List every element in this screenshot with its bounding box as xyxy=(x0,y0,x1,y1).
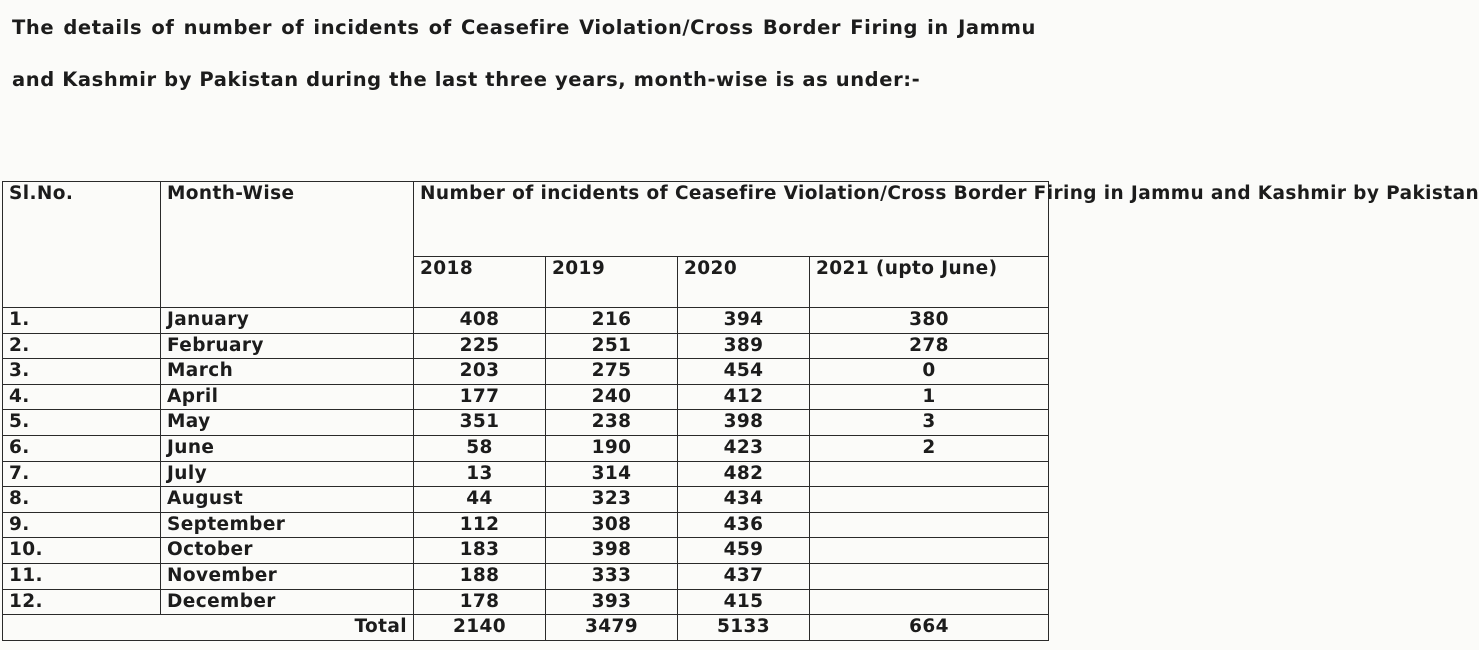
value-cell-2018: 13 xyxy=(414,461,546,487)
value-cell-2018: 58 xyxy=(414,435,546,461)
month-cell: February xyxy=(161,333,414,359)
value-cell-2018: 408 xyxy=(414,308,546,334)
intro-paragraph: The details of number of incidents of Ceasefire Violation/Cross Border Firing in Jammu and Kashmir by Pakistan during the last three years, month-wise is as under:- xyxy=(12,16,1036,91)
sl-no-cell: 1. xyxy=(3,308,161,334)
value-cell-2021 xyxy=(810,589,1049,615)
month-cell: December xyxy=(161,589,414,615)
table-row xyxy=(3,538,1049,564)
month-cell: July xyxy=(161,461,414,487)
header-month-wise: Month-Wise xyxy=(161,182,414,308)
sl-no-cell: 10. xyxy=(3,538,161,564)
table-row xyxy=(3,512,1049,538)
value-cell-2021: 1 xyxy=(810,384,1049,410)
value-cell-2019: 314 xyxy=(546,461,678,487)
value-cell-2020: 434 xyxy=(678,487,810,513)
sl-no-cell: 12. xyxy=(3,589,161,615)
sl-no-cell: 11. xyxy=(3,563,161,589)
sl-no-cell: 9. xyxy=(3,512,161,538)
value-cell-2018: 112 xyxy=(414,512,546,538)
value-cell-2019: 240 xyxy=(546,384,678,410)
total-cell-2021: 664 xyxy=(810,615,1049,641)
value-cell-2019: 216 xyxy=(546,308,678,334)
value-cell-2021 xyxy=(810,487,1049,513)
value-cell-2021: 2 xyxy=(810,435,1049,461)
value-cell-2018: 183 xyxy=(414,538,546,564)
value-cell-2021: 278 xyxy=(810,333,1049,359)
value-cell-2019: 308 xyxy=(546,512,678,538)
ceasefire-incidents-table xyxy=(2,181,1479,641)
value-cell-2018: 203 xyxy=(414,359,546,385)
value-cell-2019: 398 xyxy=(546,538,678,564)
table-row xyxy=(3,333,1049,359)
header-year-2021: 2021 (upto June) xyxy=(810,257,1049,308)
total-cell-2020: 5133 xyxy=(678,615,810,641)
value-cell-2018: 44 xyxy=(414,487,546,513)
total-row xyxy=(3,615,1049,641)
sl-no-cell: 5. xyxy=(3,410,161,436)
value-cell-2021 xyxy=(810,563,1049,589)
value-cell-2021: 380 xyxy=(810,308,1049,334)
header-year-2018: 2018 xyxy=(414,257,546,308)
value-cell-2020: 398 xyxy=(678,410,810,436)
value-cell-2020: 389 xyxy=(678,333,810,359)
value-cell-2020: 482 xyxy=(678,461,810,487)
value-cell-2021: 3 xyxy=(810,410,1049,436)
value-cell-2018: 178 xyxy=(414,589,546,615)
table-row xyxy=(3,384,1049,410)
value-cell-2021 xyxy=(810,512,1049,538)
header-incidents: Number of incidents of Ceasefire Violation/Cross Border Firing in Jammu and Kashmir by Pakistan xyxy=(414,182,1049,257)
total-cell-2019: 3479 xyxy=(546,615,678,641)
value-cell-2019: 251 xyxy=(546,333,678,359)
value-cell-2021 xyxy=(810,538,1049,564)
table-row xyxy=(3,435,1049,461)
month-cell: March xyxy=(161,359,414,385)
sl-no-cell: 7. xyxy=(3,461,161,487)
sl-no-cell: 2. xyxy=(3,333,161,359)
header-row xyxy=(3,182,1049,257)
header-sl-no: Sl.No. xyxy=(3,182,161,308)
table-row xyxy=(3,359,1049,385)
value-cell-2020: 459 xyxy=(678,538,810,564)
value-cell-2021 xyxy=(810,461,1049,487)
table-row xyxy=(3,461,1049,487)
value-cell-2020: 436 xyxy=(678,512,810,538)
value-cell-2019: 190 xyxy=(546,435,678,461)
month-cell: May xyxy=(161,410,414,436)
value-cell-2018: 188 xyxy=(414,563,546,589)
value-cell-2020: 415 xyxy=(678,589,810,615)
table-row xyxy=(3,410,1049,436)
sl-no-cell: 6. xyxy=(3,435,161,461)
header-year-2020: 2020 xyxy=(678,257,810,308)
value-cell-2020: 412 xyxy=(678,384,810,410)
value-cell-2018: 177 xyxy=(414,384,546,410)
sl-no-cell: 4. xyxy=(3,384,161,410)
table-row xyxy=(3,589,1049,615)
table-row xyxy=(3,487,1049,513)
table-row xyxy=(3,308,1049,334)
header-year-2019: 2019 xyxy=(546,257,678,308)
value-cell-2019: 238 xyxy=(546,410,678,436)
total-label: Total xyxy=(3,615,414,641)
value-cell-2018: 351 xyxy=(414,410,546,436)
value-cell-2021: 0 xyxy=(810,359,1049,385)
sl-no-cell: 3. xyxy=(3,359,161,385)
value-cell-2018: 225 xyxy=(414,333,546,359)
value-cell-2020: 423 xyxy=(678,435,810,461)
value-cell-2020: 454 xyxy=(678,359,810,385)
month-cell: September xyxy=(161,512,414,538)
total-cell-2018: 2140 xyxy=(414,615,546,641)
sl-no-cell: 8. xyxy=(3,487,161,513)
value-cell-2019: 333 xyxy=(546,563,678,589)
month-cell: November xyxy=(161,563,414,589)
value-cell-2020: 394 xyxy=(678,308,810,334)
value-cell-2019: 323 xyxy=(546,487,678,513)
table-row xyxy=(3,563,1049,589)
month-cell: April xyxy=(161,384,414,410)
value-cell-2019: 393 xyxy=(546,589,678,615)
month-cell: January xyxy=(161,308,414,334)
value-cell-2019: 275 xyxy=(546,359,678,385)
month-cell: August xyxy=(161,487,414,513)
value-cell-2020: 437 xyxy=(678,563,810,589)
month-cell: October xyxy=(161,538,414,564)
month-cell: June xyxy=(161,435,414,461)
